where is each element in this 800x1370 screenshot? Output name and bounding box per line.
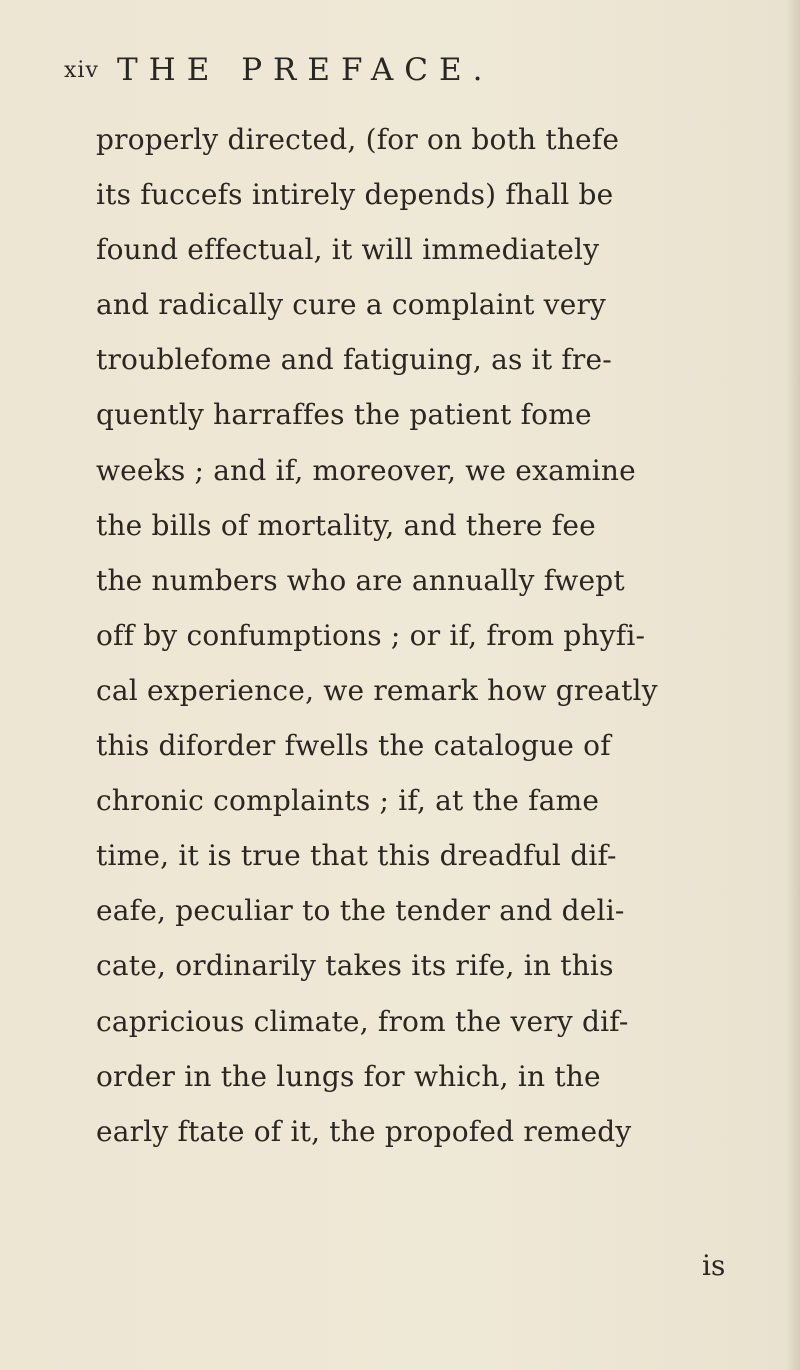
- text-line: eafe, peculiar to the tender and deli-: [96, 894, 625, 928]
- text-line: early ftate of it, the propofed remedy: [96, 1114, 632, 1148]
- running-head: [64, 52, 764, 92]
- text-line: chronic complaints ; if, at the fame: [96, 784, 600, 818]
- text-line: order in the lungs for which, in the: [96, 1059, 601, 1093]
- text-line: capricious climate, from the very dif-: [96, 1004, 629, 1038]
- text-line: this diforder fwells the catalogue of: [96, 729, 611, 763]
- text-line: the numbers who are annually fwept: [96, 563, 625, 597]
- text-line: off by confumptions ; or if, from phyfi-: [96, 618, 646, 652]
- text-line: cate, ordinarily takes its rife, in this: [96, 949, 614, 983]
- text-line: and radically cure a complaint very: [96, 288, 607, 322]
- body-text: [96, 112, 776, 1159]
- text-line: weeks ; and if, moreover, we examine: [96, 453, 636, 487]
- catchword: is: [702, 1249, 726, 1282]
- text-line: quently harraffes the patient fome: [96, 398, 592, 432]
- page-edge-shadow: [786, 0, 800, 1370]
- text-line: properly directed, (for on both thefe: [96, 123, 620, 156]
- text-line: cal experience, we remark how greatly: [96, 673, 658, 707]
- text-line: troublefome and fatiguing, as it fre-: [96, 343, 612, 377]
- text-line: time, it is true that this dreadful dif-: [96, 839, 617, 873]
- page-number: xiv: [64, 58, 99, 83]
- text-line: its fuccefs intirely depends) fhall be: [96, 178, 614, 212]
- text-line: the bills of mortality, and there fee: [96, 508, 596, 542]
- running-title: THE PREFACE.: [117, 52, 494, 88]
- text-line: found effectual, it will immediately: [96, 233, 600, 267]
